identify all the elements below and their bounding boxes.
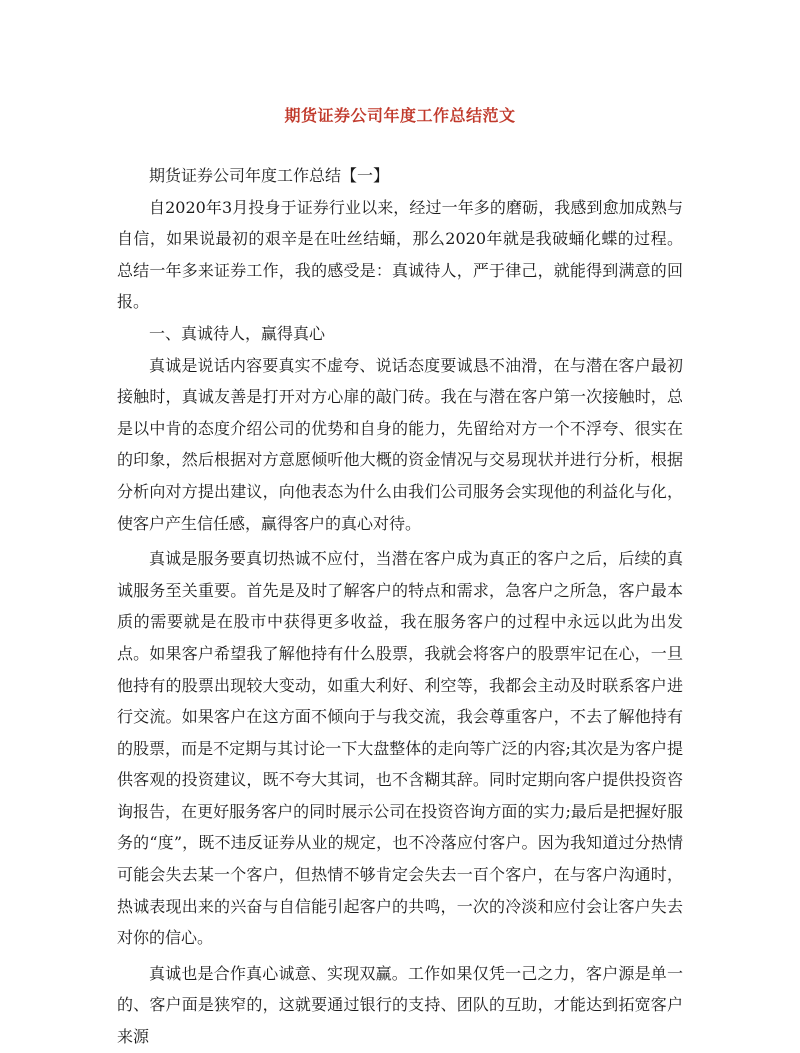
paragraph: 真诚是服务要真切热诚不应付，当潜在客户成为真正的客户之后，后续的真诚服务至关重要。首先是及时了解客户的特点和需求，急客户之所急，客户最本质的需要就是在股市中获得更多收益，我在服务客户的过程中永远以此为出发点。如果客户希望我了解他持有什么股票，我就会将客户的股票牢记在心，一旦他持有的股票出现较大变动，如重大利好、利空等，我都会主动及时联系客户进行交流。如果客户在这方面不倾向于与我交流，我会尊重客户，不去了解他持有的股票，而是不定期与其讨论一下大盘整体的走向等广泛的内容;其次是为客户提供客观的投资建议，既不夸大其词，也不含糊其辞。同时定期向客户提供投资咨询报告，在更好服务客户的同时展示公司在投资咨询方面的实力;最后是把握好服务的“度”，既不违反证券从业的规定，也不冷落应付客户。因为我知道过分热情可能会失去某一个客户，但热情不够肯定会失去一百个客户，在与客户沟通时，热诚表现出来的兴奋与自信能引起客户的共鸣，一次的冷淡和应付会让客户失去对你的信心。 <box>117 549 683 948</box>
subsection-heading: 一、真诚待人，赢得真心 <box>149 323 326 343</box>
paragraph-intro: 自2020年3月投身于证券行业以来，经过一年多的磨砺，我感到愈加成熟与自信，如果说最初的艰辛是在吐丝结蛹，那么2020年就是我破蛹化蝶的过程。总结一年多来证券工作，我的感受是：真诚待人，严于律己，就能得到满意的回报。 <box>117 197 683 312</box>
document-body <box>117 160 683 1053</box>
paragraph: 真诚是说话内容要真实不虚夸、说话态度要诚恳不油滑，在与潜在客户最初接触时，真诚友善是打开对方心扉的敲门砖。我在与潜在客户第一次接触时，总是以中肯的态度介绍公司的优势和自身的能力，先留给对方一个不浮夸、很实在的印象，然后根据对方意愿倾听他大概的资金情况与交易现状并进行分析，根据分析向对方提出建议，向他表态为什么由我们公司服务会实现他的利益化与化，使客户产生信任感，赢得客户的真心对待。 <box>117 355 683 533</box>
section-heading: 期货证券公司年度工作总结【一】 <box>149 166 390 185</box>
document-title: 期货证券公司年度工作总结范文 <box>284 106 516 125</box>
paragraph: 真诚也是合作真心诚意、实现双赢。工作如果仅凭一己之力，客户源是单一的、客户面是狭窄的，这就要通过银行的支持、团队的互助，才能达到拓宽客户来源 <box>117 963 683 1047</box>
